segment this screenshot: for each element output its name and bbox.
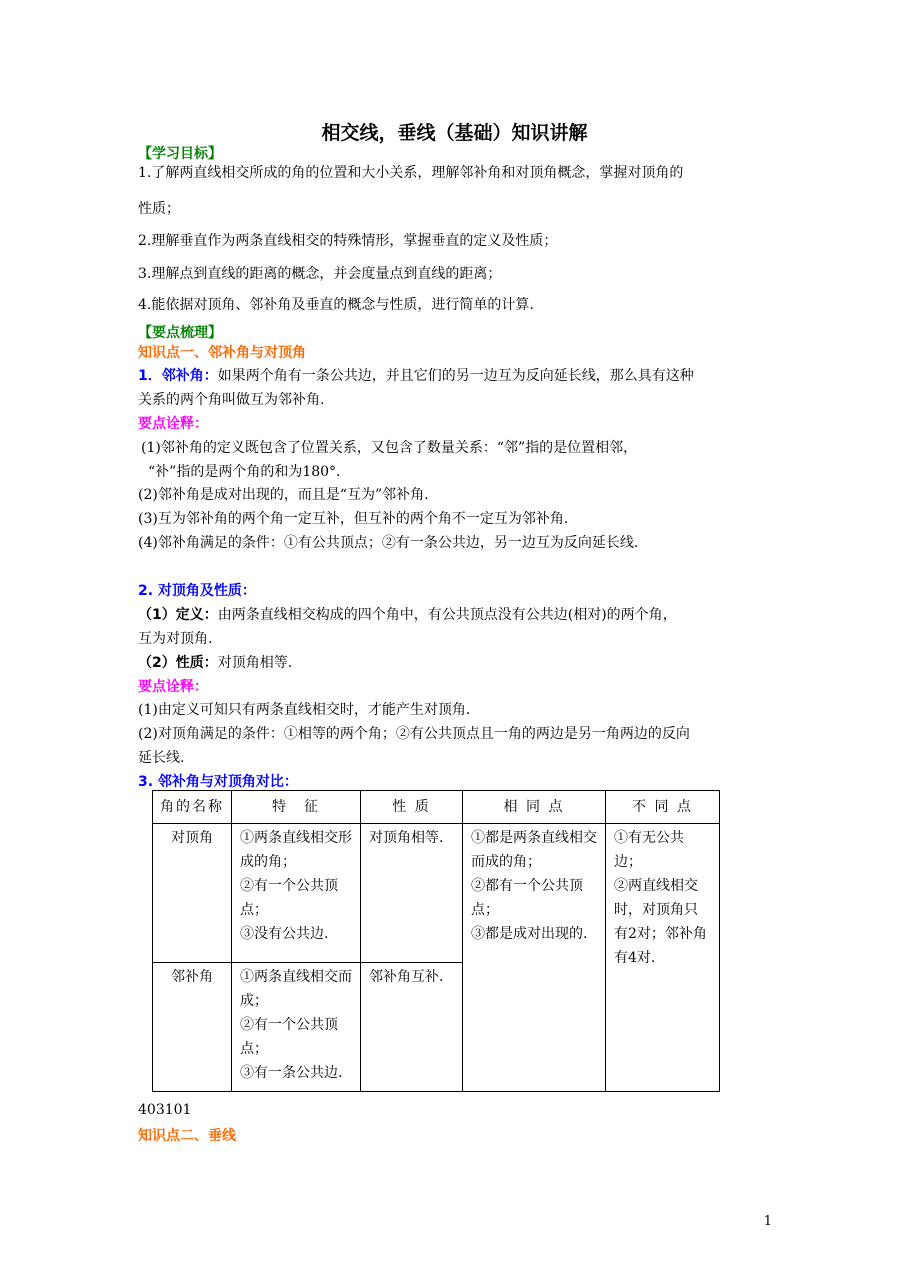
note-2-heading: 要点诠释： [138,679,208,695]
outline-heading: 【要点梳理】 [138,325,222,341]
row-1-feature-3: ③没有公共边. [240,926,329,942]
goal-item-4: 4.能依据对顶角、邻补角及垂直的概念与性质，进行简单的计算. [138,297,534,313]
note-1-p1-line-1: (1)邻补角的定义既包含了位置关系，又包含了数量关系：“邻”指的是位置相邻， [141,440,638,456]
header-property: 性 质 [361,791,463,824]
row-2-feature-2: ②有一个公共顶点； [240,1017,338,1057]
row-1-property: 对顶角相等. [361,824,463,963]
diff-point-1: ①有无公共边； [614,830,684,870]
note-2-p2-line-1: (2)对顶角满足的条件：①相等的两个角；②有公共顶点且一角的两边是另一角两边的反向 [138,726,690,742]
same-point-2: ②都有一个公共顶点； [471,878,583,918]
same-point-1: ①都是两条直线相交而成的角； [471,830,597,870]
header-same: 相 同 点 [463,791,606,824]
knowledge-point-2-title: 知识点二、垂线 [138,1128,236,1144]
section-2-property [138,652,292,672]
note-1-p4: (4)邻补角满足的条件：①有公共顶点；②有一条公共边，另一边互为反向延长线. [138,535,639,551]
section-2-definition-line-2: 互为对顶角. [138,631,213,647]
table-row [153,824,720,963]
row-2-property: 邻补角互补. [361,963,463,1092]
header-features: 特 征 [232,791,361,824]
section-1-label: 1．邻补角： [138,368,218,384]
property-text: 对顶角相等. [217,655,293,671]
diff-points-cell [606,824,720,1092]
section-2-definition-line-1 [138,604,677,624]
goals-heading: 【学习目标】 [138,146,222,162]
row-2-feature-3: ③有一条公共边. [240,1065,343,1081]
property-label: （2）性质： [138,655,218,671]
same-point-3: ③都是成对出现的. [471,926,588,942]
note-1-p3: (3)互为邻补角的两个角一定互补，但互补的两个角不一定互为邻补角. [138,511,569,527]
section-1-line-2: 关系的两个角叫做互为邻补角. [138,392,325,408]
row-1-features [232,824,361,963]
header-angle-name: 角的名称 [153,791,232,824]
knowledge-point-1-title: 知识点一、邻补角与对顶角 [138,345,306,361]
section-2-label: 2. 对顶角及性质： [138,583,256,599]
goal-item-1-line-2: 性质； [138,201,180,217]
header-diff: 不 同 点 [606,791,720,824]
section-3-label: 3. 邻补角与对顶角对比： [138,774,298,790]
goal-item-2: 2.理解垂直作为两条直线相交的特殊情形，掌握垂直的定义及性质； [138,233,558,249]
section-1-line-1 [138,365,694,385]
comparison-table [152,790,720,1092]
row-1-feature-2: ②有一个公共顶点； [240,878,338,918]
note-1-p1-line-2: “补”指的是两个角的和为180°． [148,464,351,480]
code-label: 403101 [138,1102,192,1118]
row-2-name: 邻补角 [153,963,232,1092]
page-number: 1 [763,1214,772,1229]
same-points-cell [463,824,606,1092]
diff-point-2: ②两直线相交时，对顶角只有2对；邻补角有4对. [614,878,707,966]
note-2-p1: (1)由定义可知只有两条直线相交时，才能产生对顶角. [138,702,471,718]
note-1-heading: 要点诠释： [138,416,208,432]
definition-label: （1）定义： [138,607,218,623]
note-2-p2-line-2: 延长线. [138,750,185,766]
section-1-text: 如果两个角有一条公共边，并且它们的另一边互为反向延长线，那么具有这种 [217,368,694,384]
definition-text: 由两条直线相交构成的四个角中，有公共顶点没有公共边(相对)的两个角， [217,607,677,623]
row-1-feature-1: ①两条直线相交形成的角； [240,830,352,870]
note-1-p2: (2)邻补角是成对出现的，而且是“互为”邻补角. [138,487,429,503]
table-header-row [153,791,720,824]
goal-item-3: 3.理解点到直线的距离的概念，并会度量点到直线的距离； [138,266,502,282]
goal-item-1-line-1: 1.了解两直线相交所成的角的位置和大小关系，理解邻补角和对顶角概念，掌握对顶角的 [138,165,684,181]
row-2-features [232,963,361,1092]
row-2-feature-1: ①两条直线相交而成； [240,969,352,1009]
page-title: 相交线，垂线（基础）知识讲解 [321,122,588,144]
row-1-name: 对顶角 [153,824,232,963]
